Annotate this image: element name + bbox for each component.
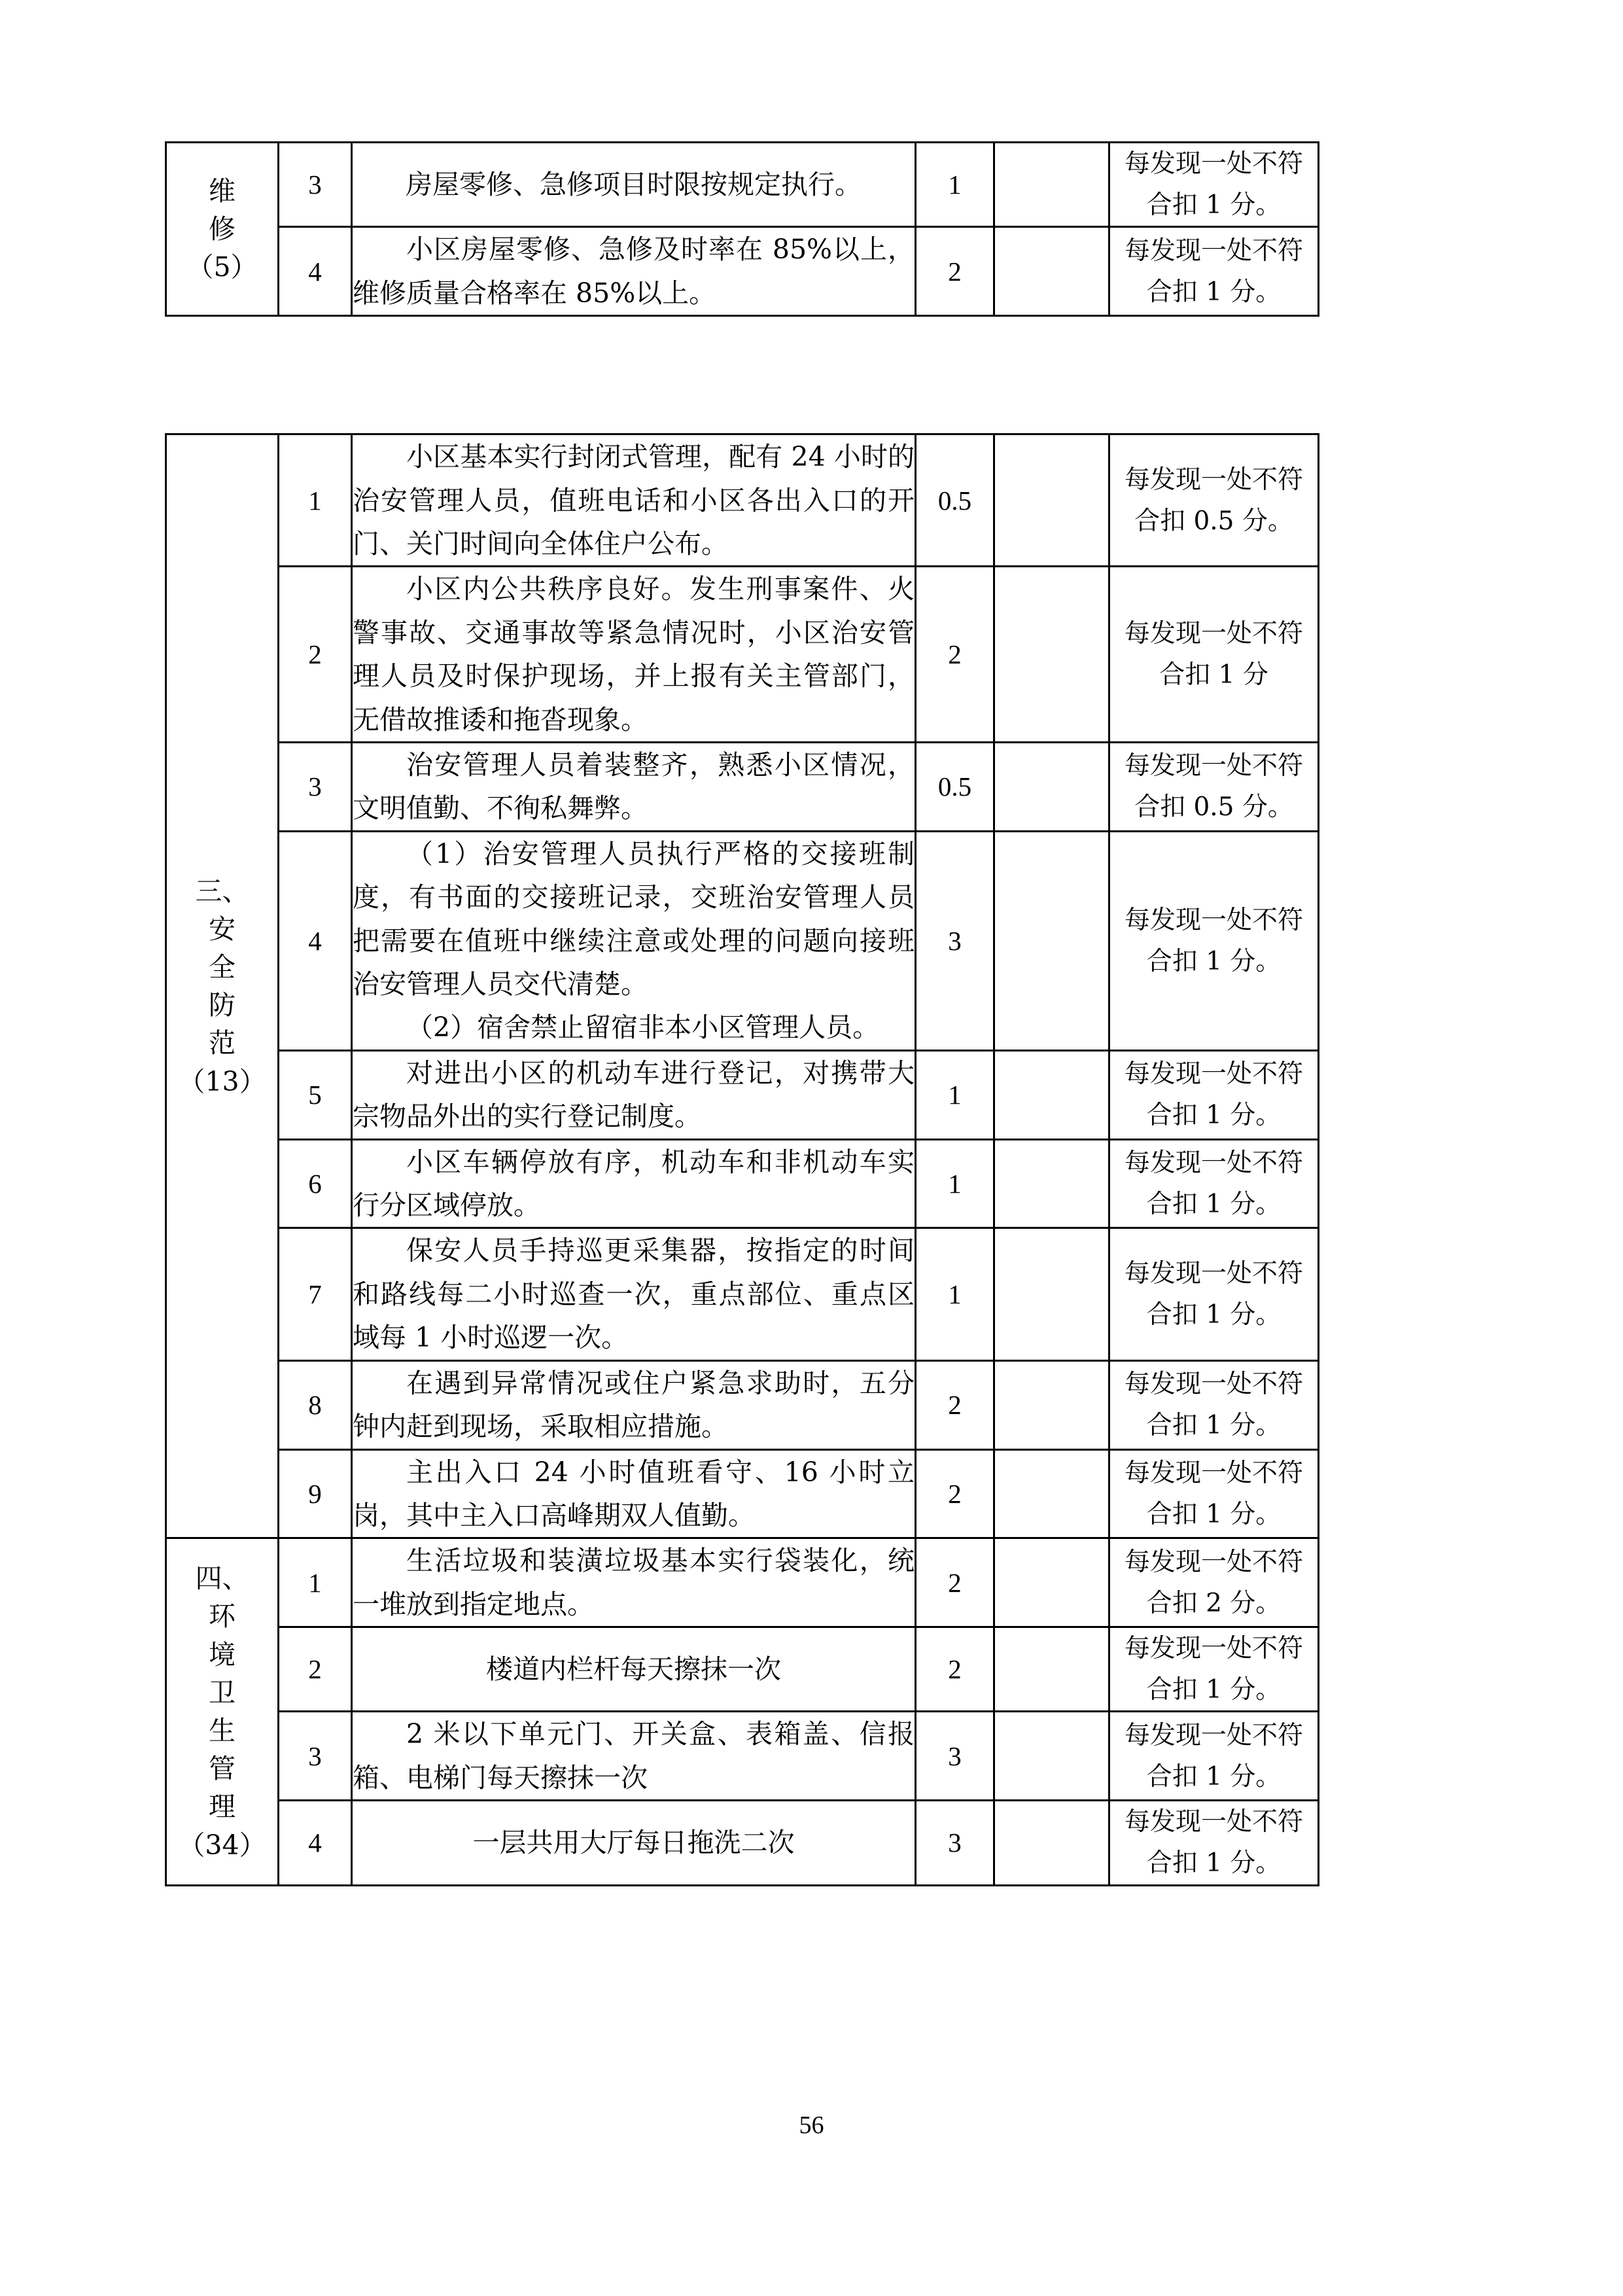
deduction-line: 每发现一处不符 <box>1124 1059 1303 1089</box>
category-char: 管 <box>209 1753 236 1785</box>
deduction-line: 合扣 1 分。 <box>1146 1499 1282 1529</box>
deduction-line: 合扣 1 分。 <box>1146 277 1282 307</box>
score-value: 2 <box>916 1449 994 1538</box>
category-char: 全 <box>209 951 236 983</box>
deduction-rule <box>1109 743 1319 832</box>
table-row <box>166 1627 1319 1712</box>
row-number: 4 <box>279 227 352 316</box>
requirement-text: 保安人员手持巡更采集器，按指定的时间和路线每二小时巡查一次，重点部位、重点区域每 1 小时巡逻一次。 <box>352 1228 916 1360</box>
category-char: 理 <box>209 1791 236 1823</box>
category-char: 安 <box>209 913 236 945</box>
deduction-line: 合扣 1 分。 <box>1146 1411 1282 1441</box>
requirement-text: 小区车辆停放有序，机动车和非机动车实行分区域停放。 <box>352 1139 916 1228</box>
row-number: 4 <box>279 1801 352 1885</box>
category-weight: （34） <box>178 1829 266 1861</box>
category-char: 卫 <box>209 1676 236 1708</box>
actual-score-cell[interactable] <box>994 831 1109 1050</box>
requirement-text: 房屋零修、急修项目时限按规定执行。 <box>352 143 916 227</box>
requirement-text: 生活垃圾和装潢垃圾基本实行袋装化，统一堆放到指定地点。 <box>352 1538 916 1627</box>
category-char: 环 <box>209 1600 236 1633</box>
requirement-text <box>352 831 916 1050</box>
score-value: 0.5 <box>916 434 994 567</box>
deduction-line: 合扣 1 分。 <box>1146 1300 1282 1330</box>
deduction-line: 合扣 1 分。 <box>1146 1101 1282 1131</box>
score-value: 1 <box>916 143 994 227</box>
deduction-rule <box>1109 227 1319 316</box>
security-sanitation-table <box>165 433 1319 1886</box>
row-number: 1 <box>279 1538 352 1627</box>
deduction-line: 每发现一处不符 <box>1124 1258 1303 1288</box>
table-gap <box>162 317 1464 433</box>
deduction-rule <box>1109 143 1319 227</box>
category-char: 修 <box>209 213 236 245</box>
score-value: 2 <box>916 1360 994 1449</box>
category-char: 维 <box>209 175 236 207</box>
deduction-line: 每发现一处不符 <box>1124 1634 1303 1664</box>
score-value: 3 <box>916 1801 994 1885</box>
category-char: 三、 <box>195 875 249 907</box>
category-char: 境 <box>209 1638 236 1670</box>
deduction-line: 每发现一处不符 <box>1124 1547 1303 1577</box>
table-row <box>166 1538 1319 1627</box>
deduction-line: 合扣 0.5 分。 <box>1134 506 1293 536</box>
category-weight: （5） <box>186 251 258 283</box>
requirement-paragraph: （2）宿舍禁止留宿非本小区管理人员。 <box>406 1012 880 1044</box>
requirement-text: 小区房屋零修、急修及时率在 85%以上，维修质量合格率在 85%以上。 <box>352 227 916 316</box>
deduction-line: 合扣 1 分。 <box>1146 1761 1282 1792</box>
table-row <box>166 1712 1319 1801</box>
category-cell-security <box>166 434 279 1538</box>
deduction-rule <box>1109 1449 1319 1538</box>
actual-score-cell[interactable] <box>994 1538 1109 1627</box>
deduction-line: 每发现一处不符 <box>1124 236 1303 266</box>
row-number: 8 <box>279 1360 352 1449</box>
requirement-text: 小区基本实行封闭式管理，配有 24 小时的治安管理人员，值班电话和小区各出入口的开门、关门时间向全体住户公布。 <box>352 434 916 567</box>
deduction-line: 合扣 1 分。 <box>1146 1190 1282 1220</box>
actual-score-cell[interactable] <box>994 1360 1109 1449</box>
row-number: 4 <box>279 831 352 1050</box>
deduction-line: 合扣 1 分。 <box>1146 1848 1282 1879</box>
requirement-text: 对进出小区的机动车进行登记，对携带大宗物品外出的实行登记制度。 <box>352 1050 916 1139</box>
deduction-line: 每发现一处不符 <box>1124 751 1303 781</box>
table-row <box>166 1801 1319 1885</box>
score-value: 1 <box>916 1228 994 1360</box>
score-value: 2 <box>916 1627 994 1712</box>
category-cell-sanitation <box>166 1538 279 1885</box>
table-row <box>166 567 1319 743</box>
score-value: 2 <box>916 227 994 316</box>
score-value: 2 <box>916 567 994 743</box>
deduction-rule <box>1109 1050 1319 1139</box>
score-value: 1 <box>916 1050 994 1139</box>
actual-score-cell[interactable] <box>994 1228 1109 1360</box>
table-row <box>166 434 1319 567</box>
deduction-line: 每发现一处不符 <box>1124 1720 1303 1750</box>
page-content <box>162 0 1464 1886</box>
actual-score-cell[interactable] <box>994 434 1109 567</box>
row-number: 9 <box>279 1449 352 1538</box>
deduction-line: 每发现一处不符 <box>1124 905 1303 935</box>
deduction-line: 每发现一处不符 <box>1124 1369 1303 1399</box>
requirement-text: 楼道内栏杆每天擦抹一次 <box>352 1627 916 1712</box>
category-char: 防 <box>209 989 236 1021</box>
table-row <box>166 1449 1319 1538</box>
row-number: 3 <box>279 1712 352 1801</box>
requirement-text: 在遇到异常情况或住户紧急求助时，五分钟内赶到现场，采取相应措施。 <box>352 1360 916 1449</box>
score-value: 3 <box>916 831 994 1050</box>
actual-score-cell[interactable] <box>994 227 1109 316</box>
deduction-line: 合扣 2 分。 <box>1146 1588 1282 1618</box>
deduction-line: 合扣 1 分。 <box>1146 1675 1282 1705</box>
deduction-line: 每发现一处不符 <box>1124 1807 1303 1837</box>
requirement-text: 一层共用大厅每日拖洗二次 <box>352 1801 916 1885</box>
table-row <box>166 143 1319 227</box>
table-row <box>166 1139 1319 1228</box>
deduction-rule <box>1109 1712 1319 1801</box>
row-number: 3 <box>279 143 352 227</box>
deduction-line: 合扣 1 分。 <box>1146 190 1282 221</box>
actual-score-cell[interactable] <box>994 567 1109 743</box>
score-value: 1 <box>916 1139 994 1228</box>
deduction-line: 每发现一处不符 <box>1124 1148 1303 1178</box>
actual-score-cell[interactable] <box>994 1139 1109 1228</box>
actual-score-cell[interactable] <box>994 1801 1109 1885</box>
table-row <box>166 743 1319 832</box>
actual-score-cell[interactable] <box>994 1449 1109 1538</box>
row-number: 2 <box>279 1627 352 1712</box>
category-cell-maintenance <box>166 143 279 316</box>
deduction-rule <box>1109 831 1319 1050</box>
actual-score-cell[interactable] <box>994 1627 1109 1712</box>
score-value: 2 <box>916 1538 994 1627</box>
table-row <box>166 1228 1319 1360</box>
deduction-line: 每发现一处不符 <box>1124 465 1303 495</box>
row-number: 2 <box>279 567 352 743</box>
deduction-rule <box>1109 1139 1319 1228</box>
deduction-line: 每发现一处不符 <box>1124 619 1303 649</box>
table-row <box>166 831 1319 1050</box>
category-char: 四、 <box>195 1563 249 1595</box>
deduction-line: 合扣 1 分。 <box>1146 946 1282 976</box>
actual-score-cell[interactable] <box>994 1050 1109 1139</box>
deduction-rule <box>1109 1228 1319 1360</box>
actual-score-cell[interactable] <box>994 1712 1109 1801</box>
score-value: 0.5 <box>916 743 994 832</box>
category-char: 范 <box>209 1027 236 1059</box>
row-number: 3 <box>279 743 352 832</box>
page-number: 56 <box>799 2111 824 2139</box>
row-number: 1 <box>279 434 352 567</box>
requirement-text: 小区内公共秩序良好。发生刑事案件、火警事故、交通事故等紧急情况时，小区治安管理人员及时保护现场，并上报有关主管部门，无借故推诿和拖沓现象。 <box>352 567 916 743</box>
row-number: 6 <box>279 1139 352 1228</box>
table-row <box>166 227 1319 316</box>
deduction-rule <box>1109 1627 1319 1712</box>
actual-score-cell[interactable] <box>994 143 1109 227</box>
deduction-rule <box>1109 1538 1319 1627</box>
deduction-line: 每发现一处不符 <box>1124 149 1303 179</box>
requirement-text: 治安管理人员着装整齐，熟悉小区情况，文明值勤、不徇私舞弊。 <box>352 743 916 832</box>
table-row <box>166 1050 1319 1139</box>
requirement-text: 主出入口 24 小时值班看守、16 小时立岗，其中主入口高峰期双人值勤。 <box>352 1449 916 1538</box>
deduction-rule <box>1109 434 1319 567</box>
deduction-line: 每发现一处不符 <box>1124 1458 1303 1488</box>
row-number: 7 <box>279 1228 352 1360</box>
actual-score-cell[interactable] <box>994 743 1109 832</box>
deduction-rule <box>1109 1360 1319 1449</box>
requirement-text: 2 米以下单元门、开关盒、表箱盖、信报箱、电梯门每天擦抹一次 <box>352 1712 916 1801</box>
deduction-rule <box>1109 1801 1319 1885</box>
row-number: 5 <box>279 1050 352 1139</box>
maintenance-table <box>165 141 1319 317</box>
requirement-paragraph: （1）治安管理人员执行严格的交接班制度，有书面的交接班记录，交班治安管理人员把需要在值班中继续注意或处理的问题向接班治安管理人员交代清楚。 <box>353 838 915 1000</box>
deduction-line: 合扣 1 分 <box>1159 660 1268 690</box>
score-value: 3 <box>916 1712 994 1801</box>
category-weight: （13） <box>178 1065 266 1097</box>
deduction-rule <box>1109 567 1319 743</box>
table-row <box>166 1360 1319 1449</box>
deduction-line: 合扣 0.5 分。 <box>1134 792 1293 822</box>
category-char: 生 <box>209 1714 236 1746</box>
